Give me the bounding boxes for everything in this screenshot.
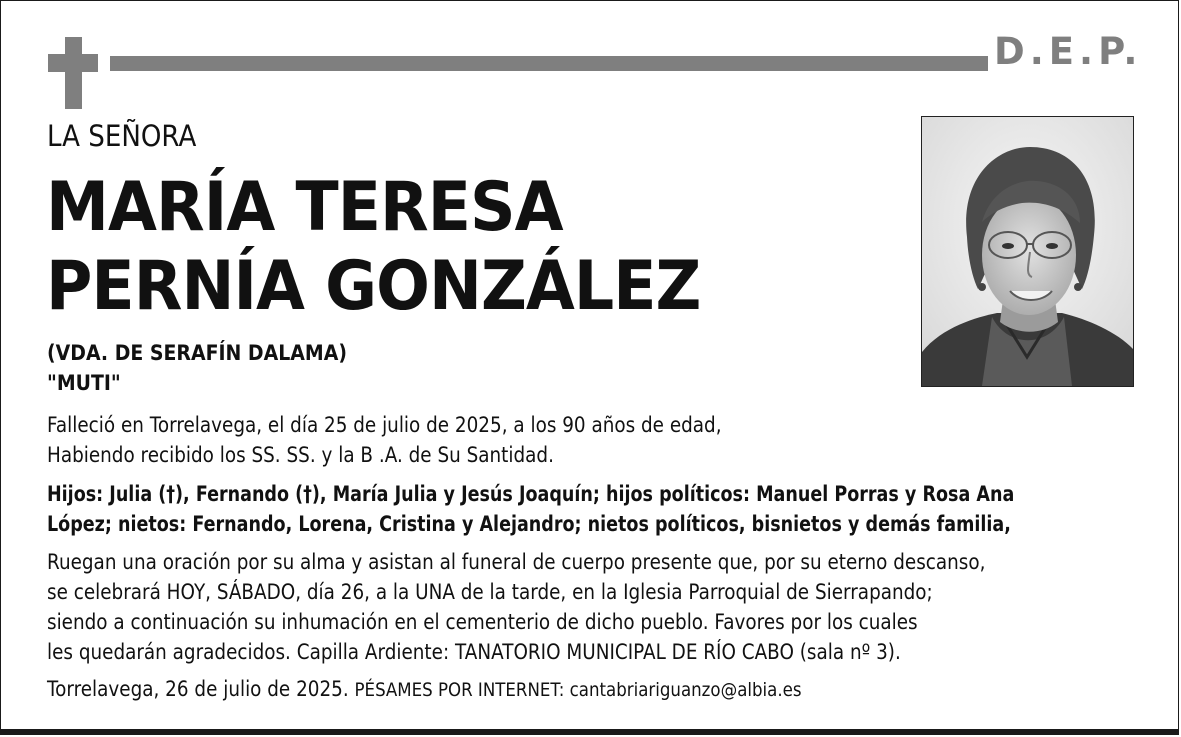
death-notice [47, 410, 722, 470]
dep-label: D.E.P. [994, 30, 1143, 73]
family-list [47, 479, 1014, 539]
funeral-line-2: se celebrará HOY, SÁBADO, día 26, a la UNA de la tarde, en la Iglesia Parroquial de Sierrapando; [47, 580, 933, 604]
deceased-name-line-1: MARÍA TERESA [46, 168, 563, 247]
footer [47, 679, 802, 700]
deceased-name-line-2: PERNÍA GONZÁLEZ [46, 247, 701, 326]
family-line-1: Hijos: Julia (†), Fernando (†), María Julia y Jesús Joaquín; hijos políticos: Manuel Porras y Rosa Ana [47, 482, 1015, 506]
widow-of: (VDA. DE SERAFÍN DALAMA) [47, 341, 347, 365]
portrait-photo [921, 116, 1134, 387]
honorific: LA SEÑORA [47, 119, 197, 153]
family-line-2: López; nietos: Fernando, Lorena, Cristina y Alejandro; nietos políticos, bisnietos y demás familia, [47, 512, 1011, 536]
header-rule [110, 56, 988, 71]
footer-place-date: Torrelavega, 26 de julio de 2025. [47, 677, 349, 701]
death-line-2: Habiendo recibido los SS. SS. y la B .A. de Su Santidad. [47, 443, 554, 467]
footer-condolences: PÉSAMES POR INTERNET: cantabriariguanzo@albia.es [354, 679, 802, 701]
funeral-line-3: siendo a continuación su inhumación en el cementerio de dicho pueblo. Favores por los cuales [47, 610, 918, 634]
portrait-illustration [922, 117, 1133, 386]
nickname: "MUTI" [47, 371, 121, 395]
funeral-line-4: les quedarán agradecidos. Capilla Ardiente: TANATORIO MUNICIPAL DE RÍO CABO (sala nº 3). [47, 640, 901, 664]
funeral-details [47, 547, 985, 667]
funeral-line-1: Ruegan una oración por su alma y asistan al funeral de cuerpo presente que, por su eterno descanso, [47, 550, 986, 574]
death-line-1: Falleció en Torrelavega, el día 25 de julio de 2025, a los 90 años de edad, [47, 413, 722, 437]
